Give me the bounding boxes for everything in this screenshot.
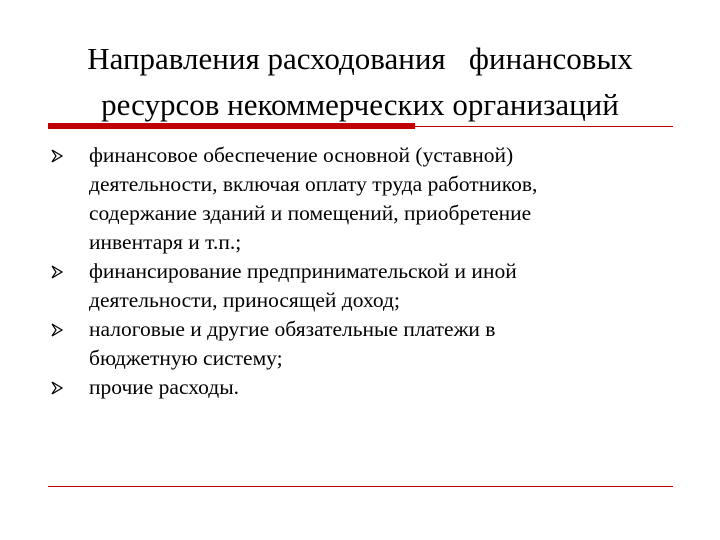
bullet-item [50,315,690,373]
bullet-item [50,257,690,315]
bullet-text [89,373,690,402]
bullet-line: прочие расходы. [89,375,240,399]
title-divider-accent-bar [48,123,415,129]
bullet-line: финансовое обеспечение основной (уставной) [89,143,514,167]
arrowhead-bullet-icon [51,323,63,337]
bullet-line: деятельности, приносящей доход; [89,288,400,312]
bullet-text [89,257,690,315]
bullet-line: бюджетную систему; [89,346,283,370]
bullet-line: инвентаря и т.п.; [89,230,242,254]
bullet-item [50,373,690,402]
bullet-line: деятельности, включая оплату труда работников, [89,172,538,196]
slide-title-line: ресурсов некоммерческих организаций [101,87,619,122]
arrowhead-bullet-icon [51,265,63,279]
bullet-text [89,141,690,257]
bullet-text [89,315,690,373]
bullet-line: содержание зданий и помещений, приобретение [89,201,532,225]
arrowhead-bullet-icon [51,381,63,395]
bullet-line: финансирование предпринимательской и иной [89,259,517,283]
bullet-line: налоговые и другие обязательные платежи в [89,317,496,341]
arrowhead-bullet-icon [51,149,63,163]
bullet-list [50,141,690,402]
slide-title [30,36,690,128]
slide-title-line: Направления расходования финансовых [87,41,633,76]
footer-divider-line [48,486,673,487]
bullet-item [50,141,690,257]
